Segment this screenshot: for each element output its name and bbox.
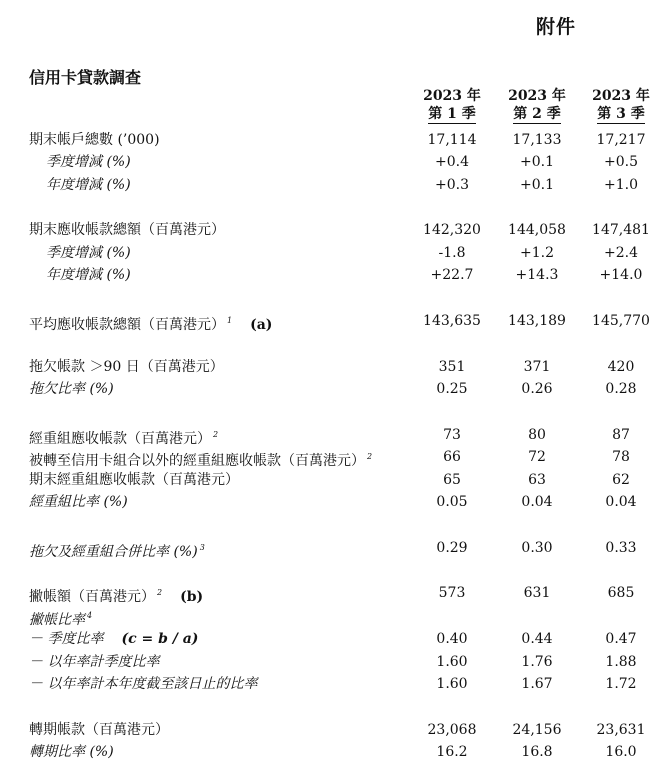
value-q1: +22.7	[430, 267, 474, 283]
row-reference: (b)	[180, 589, 204, 605]
value-q3: +1.0	[604, 177, 638, 193]
value-q2: +0.1	[520, 154, 554, 170]
table-row	[0, 264, 667, 286]
value-q1: 573	[438, 585, 466, 601]
value-q2: 63	[528, 472, 546, 488]
value-q2: 16.8	[521, 744, 553, 760]
value-q3: 0.33	[605, 540, 637, 556]
value-q2: +0.1	[520, 177, 554, 193]
table-row	[0, 242, 667, 264]
value-q2: 80	[528, 427, 546, 443]
value-q2: 72	[528, 449, 546, 465]
value-q3: 147,481	[592, 222, 650, 238]
row-label: － 以年率計季度比率	[29, 654, 160, 670]
value-q2: 24,156	[512, 722, 562, 738]
footnote-marker: 4	[87, 611, 93, 620]
row-label: － 以年率計本年度截至該日止的比率	[29, 676, 258, 692]
value-q1: 0.40	[436, 631, 468, 647]
table-row	[0, 310, 667, 332]
value-q1: 351	[438, 359, 466, 375]
column-year: 2023 年	[592, 88, 650, 104]
row-label: 年度增減 (%)	[46, 267, 131, 283]
row-label: 拖欠帳款 ＞90 日（百萬港元）	[29, 359, 224, 375]
value-q2: 17,133	[512, 132, 562, 148]
page-title: 信用卡貸款調查	[29, 68, 142, 87]
value-q2: 144,058	[508, 222, 566, 238]
value-q3: 1.72	[605, 676, 637, 692]
value-q2: 143,189	[508, 313, 566, 329]
value-q2: +1.2	[520, 245, 554, 261]
value-q2: 0.26	[521, 381, 553, 397]
row-label	[29, 628, 198, 650]
value-q3: 0.28	[605, 381, 637, 397]
value-q1: +0.4	[435, 154, 469, 170]
table-row	[0, 605, 667, 627]
column-header-q1	[419, 87, 485, 124]
value-q3: 420	[607, 359, 635, 375]
value-q2: 371	[523, 359, 551, 375]
value-q1: 1.60	[436, 676, 468, 692]
row-label: 轉期比率 (%)	[29, 744, 114, 760]
column-quarter: 第 2 季	[513, 106, 561, 122]
footnote-marker: 1	[227, 316, 233, 325]
table-row	[0, 537, 667, 559]
footnote-marker: 3	[199, 543, 205, 552]
table-row	[0, 628, 667, 650]
column-quarter: 第 3 季	[597, 106, 645, 122]
value-q3: 0.47	[605, 631, 637, 647]
value-q2: 631	[523, 585, 551, 601]
value-q3: +14.0	[599, 267, 643, 283]
table-row	[0, 673, 667, 695]
value-q3: 1.88	[605, 654, 637, 670]
table-row	[0, 741, 667, 763]
row-label-text: － 季度比率	[29, 631, 104, 647]
value-q3: 87	[612, 427, 630, 443]
annex-label: 附件	[536, 16, 577, 38]
table-row	[0, 424, 667, 446]
row-label-text: 平均應收帳款總額（百萬港元）	[29, 317, 225, 333]
value-q1: 16.2	[436, 744, 468, 760]
value-q1: 73	[443, 427, 461, 443]
table-row	[0, 378, 667, 400]
value-q2: +14.3	[515, 267, 559, 283]
value-q2: 1.76	[521, 654, 553, 670]
value-q3: 685	[607, 585, 635, 601]
row-label: 經重組比率 (%)	[29, 494, 128, 510]
table-row	[0, 446, 667, 468]
row-label: 期末應收帳款總額（百萬港元）	[29, 222, 225, 238]
column-year: 2023 年	[423, 88, 481, 104]
row-label: 年度增減 (%)	[46, 177, 131, 193]
table-row	[0, 219, 667, 241]
row-label: 期末經重組應收帳款（百萬港元）	[29, 472, 239, 488]
row-label: 季度增減 (%)	[46, 245, 131, 261]
value-q2: 0.30	[521, 540, 553, 556]
value-q1: 0.25	[436, 381, 468, 397]
table-row	[0, 469, 667, 491]
row-label-text: 被轉至信用卡組合以外的經重組應收帳款（百萬港元）	[29, 453, 365, 469]
row-label: 拖欠比率 (%)	[29, 381, 114, 397]
table-row	[0, 582, 667, 604]
value-q3: 23,631	[596, 722, 646, 738]
row-reference: (a)	[250, 317, 273, 333]
value-q1: +0.3	[435, 177, 469, 193]
value-q3: +2.4	[604, 245, 638, 261]
value-q3: 17,217	[596, 132, 646, 148]
footnote-marker: 2	[213, 430, 219, 439]
value-q1: 65	[443, 472, 461, 488]
table-row	[0, 651, 667, 673]
value-q3: 16.0	[605, 744, 637, 760]
value-q1: 143,635	[423, 313, 481, 329]
value-q3: 62	[612, 472, 630, 488]
value-q3: 145,770	[592, 313, 650, 329]
row-label-text: 拖欠及經重組合併比率 (%)	[29, 544, 198, 560]
row-label: 季度增減 (%)	[46, 154, 131, 170]
column-year: 2023 年	[508, 88, 566, 104]
row-label: 轉期帳款（百萬港元）	[29, 722, 169, 738]
value-q2: 1.67	[521, 676, 553, 692]
value-q1: 1.60	[436, 654, 468, 670]
row-label	[29, 310, 272, 336]
value-q3: 0.04	[605, 494, 637, 510]
value-q1: 17,114	[427, 132, 477, 148]
footnote-marker: 2	[367, 452, 373, 461]
column-header-q3	[588, 87, 654, 124]
row-reference: (c = b / a)	[121, 631, 199, 647]
value-q2: 0.04	[521, 494, 553, 510]
table-row	[0, 491, 667, 513]
row-label-text: 撇帳比率	[29, 612, 85, 628]
value-q1: 0.29	[436, 540, 468, 556]
table-row	[0, 719, 667, 741]
column-header-q2	[504, 87, 570, 124]
value-q2: 0.44	[521, 631, 553, 647]
value-q3: +0.5	[604, 154, 638, 170]
table-row	[0, 151, 667, 173]
footnote-marker: 2	[157, 588, 163, 597]
value-q1: 0.05	[436, 494, 468, 510]
value-q1: -1.8	[438, 245, 466, 261]
value-q1: 66	[443, 449, 461, 465]
table-row	[0, 356, 667, 378]
row-label: 期末帳戶總數 (’000)	[29, 132, 160, 148]
table-row	[0, 129, 667, 151]
row-label-text: 撇帳額（百萬港元）	[29, 589, 155, 605]
row-label-text: 經重組應收帳款（百萬港元）	[29, 431, 211, 447]
table-row	[0, 174, 667, 196]
value-q1: 142,320	[423, 222, 481, 238]
value-q3: 78	[612, 449, 630, 465]
value-q1: 23,068	[427, 722, 477, 738]
row-label	[29, 537, 205, 563]
column-quarter: 第 1 季	[428, 106, 476, 122]
